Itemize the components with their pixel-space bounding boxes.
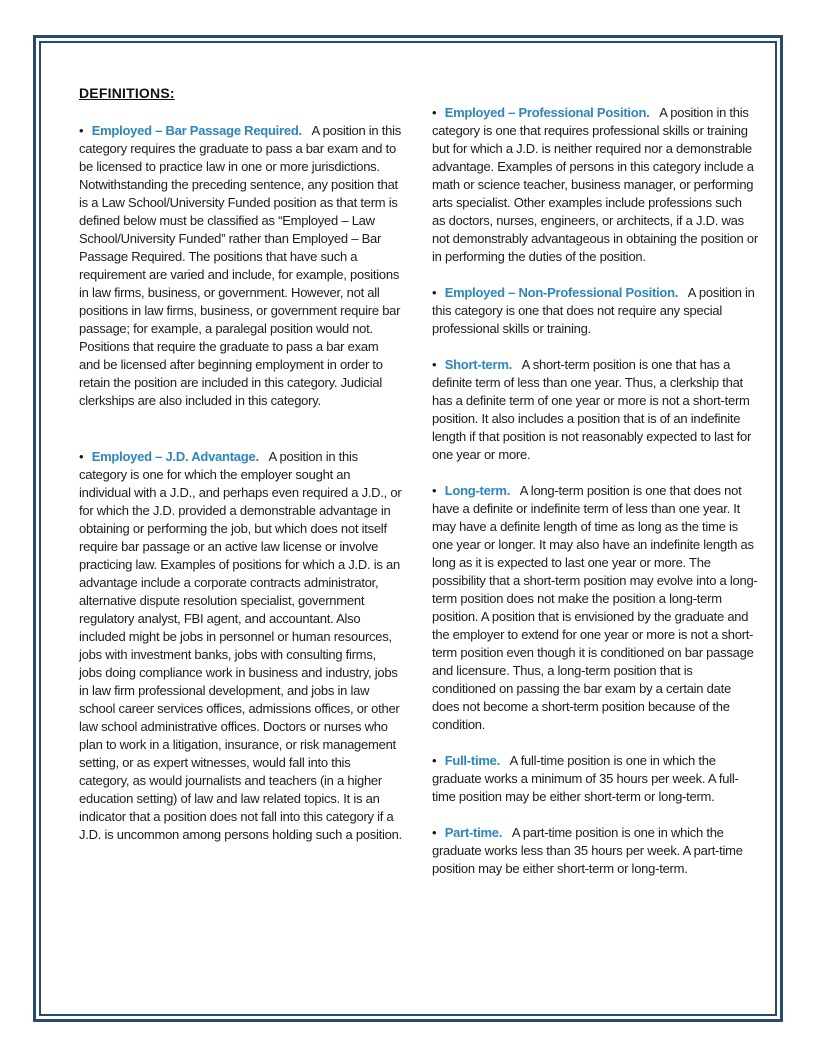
left-column — [79, 85, 402, 896]
bullet-icon: • — [79, 123, 84, 138]
definition-short-term — [432, 356, 758, 464]
definition-employed-bar-passage-required — [79, 122, 402, 410]
definition-employed-jd-advantage — [79, 448, 402, 844]
definition-term: Full-time. — [444, 753, 500, 768]
right-column — [432, 85, 758, 896]
definition-term: Employed – Non-Professional Position. — [444, 285, 679, 300]
definitions-page — [79, 85, 761, 896]
definition-term: Short-term. — [444, 357, 512, 372]
definition-part-time — [432, 824, 758, 878]
definition-term: Long-term. — [444, 483, 511, 498]
definition-term: Employed – Bar Passage Required. — [91, 123, 302, 138]
bullet-icon: • — [432, 357, 437, 372]
definition-term: Employed – J.D. Advantage. — [91, 449, 259, 464]
definition-body: A short-term position is one that has a definite term of less than one year. Thus, a clerkship that has a definite term of one year or more is not a short-term position. It also includes a position that is of an indefinite length if that position is not reasonably expected to last for one year or more. — [432, 357, 752, 462]
definition-term: Employed – Professional Position. — [444, 105, 650, 120]
bullet-icon: • — [432, 753, 437, 768]
definition-body: A long-term position is one that does not have a definite or indefinite term of less than one year. It may have a definite length of time as long as the time is one year or longer. It may also have an indefinite length as long as it is expected to last one year or more. The possibility that a short-term position may evolve into a long-term position does not make the position a long-term position. A position that is envisioned by the graduate and the employer to extend for one year or more is not a short-term position even though it is conditioned on bar passage and licensure. Thus, a long-term position that is conditioned on passing the bar exam by a certain date does not become a short-term position because of the condition. — [432, 483, 758, 732]
page-border-outer — [33, 35, 783, 1022]
definition-long-term — [432, 482, 758, 734]
definition-full-time — [432, 752, 758, 806]
page-border-inner — [39, 41, 777, 1016]
definition-employed-non-professional-position — [432, 284, 758, 338]
definition-body: A position in this category is one for which the employer sought an individual with a J.D., and perhaps even required a J.D., or for which the J.D. provided a demonstrable advantage in obtaining or performing the job, but which does not itself require bar passage or an active law license or involve practicing law. Examples of positions for which a J.D. is an advantage include a corporate contracts administrator, alternative dispute resolution specialist, government regulatory analyst, FBI agent, and accountant. Also included might be jobs in personnel or human resources, jobs with investment banks, jobs with consulting firms, jobs doing compliance work in business and industry, jobs in law firm professional development, and jobs in law school career services offices, admissions offices, or other law school administrative offices. Doctors or nurses who plan to work in a litigation, insurance, or risk management setting, or as expert witnesses, would fall into this category, as would journalists and teachers (in a higher education setting) of law and law related topics. It is an indicator that a position does not fall into this category if a J.D. is uncommon among persons holding such a position. — [79, 449, 402, 842]
bullet-icon: • — [432, 105, 437, 120]
bullet-icon: • — [432, 825, 437, 840]
definition-body: A position in this category is one that does not require any special professional skills or training. — [432, 285, 755, 336]
definition-body: A position in this category requires the graduate to pass a bar exam and to be licensed to practice law in one or more jurisdictions. Notwithstanding the preceding sentence, any position that is a Law School/University Funded position as that term is defined below must be classified as “Employed – Law School/University Funded” rather than Employed – Bar Passage Required. The positions that have such a requirement are varied and include, for example, positions in law firms, business, or government. However, not all positions in law firms, business, or government require bar passage; for example, a paralegal position would not. Positions that require the graduate to pass a bar exam and be licensed after beginning employment in order to retain the position are included in this category. Judicial clerkships are also included in this category. — [79, 123, 401, 408]
definition-body: A position in this category is one that requires professional skills or training but for which a J.D. is neither required nor a demonstrable advantage. Examples of persons in this category include a math or science teacher, business manager, or performing arts specialist. Other examples include professions such as doctors, nurses, engineers, or architects, if a J.D. was not demonstrably advantageous in obtaining the position or in performing the duties of the position. — [432, 105, 758, 264]
definition-body: A part-time position is one in which the graduate works less than 35 hours per week. A part-time position may be either short-term or long-term. — [432, 825, 743, 876]
definition-term: Part-time. — [444, 825, 503, 840]
bullet-icon: • — [432, 285, 437, 300]
bullet-icon: • — [432, 483, 437, 498]
bullet-icon: • — [79, 449, 84, 464]
page-title: DEFINITIONS: — [79, 85, 175, 101]
definition-body: A full-time position is one in which the graduate works a minimum of 35 hours per week. A full-time position may be either short-term or long-term. — [432, 753, 739, 804]
definition-employed-professional-position — [432, 104, 758, 266]
